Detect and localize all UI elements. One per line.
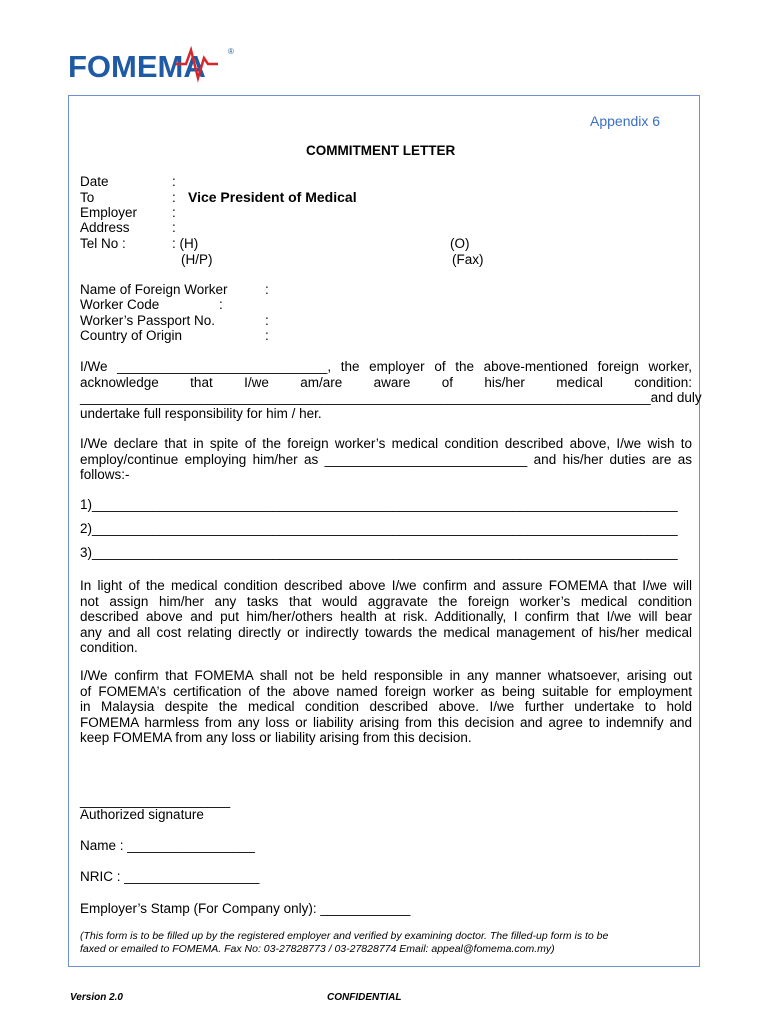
text-line: of FOMEMA’s certification of the above named foreign worker as being suitable for employment bbox=[80, 683, 692, 699]
employer-stamp-field: Employer’s Stamp (For Company only): ____________ bbox=[80, 901, 411, 916]
worker-name-colon: : bbox=[265, 282, 269, 297]
text-line: described above and put him/her/others health at risk. Additionally, I confirm that I/we will bear bbox=[80, 609, 692, 624]
tel-home: : (H) bbox=[172, 236, 199, 251]
passport-colon: : bbox=[265, 313, 269, 328]
tel-fax: (Fax) bbox=[452, 252, 484, 267]
nric-field: NRIC : __________________ bbox=[80, 869, 260, 884]
form-note-line-2: faxed or emailed to FOMEMA. Fax No: 03-27828773 / 03-27828774 Email: appeal@fomema.com.my) bbox=[80, 943, 555, 955]
passport-label: Worker’s Passport No. bbox=[80, 313, 216, 328]
assurance-paragraph bbox=[80, 578, 692, 656]
worker-name-label: Name of Foreign Worker bbox=[80, 282, 228, 297]
indemnity-paragraph bbox=[80, 668, 692, 746]
date-colon: : bbox=[172, 174, 176, 189]
signature-label: Authorized signature bbox=[80, 807, 204, 822]
text-line: I/We confirm that FOMEMA shall not be held responsible in any manner whatsoever, arising out bbox=[80, 668, 692, 683]
appendix-label: Appendix 6 bbox=[590, 113, 661, 129]
declaration-paragraph bbox=[80, 436, 692, 483]
confidential-label: CONFIDENTIAL bbox=[327, 992, 402, 1003]
fomema-logo bbox=[68, 44, 240, 88]
version-label: Version 2.0 bbox=[70, 992, 123, 1003]
name-field: Name : _________________ bbox=[80, 838, 255, 853]
duty-line-1: 1)______________________________________________________________________________ bbox=[80, 497, 678, 512]
tel-handphone: (H/P) bbox=[181, 252, 213, 267]
form-note-line-1: (This form is to be filled up by the registered employer and verified by examining doctor. The filled-up form is to be bbox=[80, 930, 609, 942]
text-line: acknowledge that I/we am/are aware of his/her medical condition: bbox=[80, 374, 692, 390]
acknowledgement-paragraph bbox=[80, 359, 702, 421]
to-value: Vice President of Medical bbox=[188, 189, 357, 205]
worker-code-colon: : bbox=[219, 297, 223, 312]
employer-label: Employer bbox=[80, 205, 138, 220]
tel-label: Tel No : bbox=[80, 236, 126, 251]
country-colon: : bbox=[265, 328, 269, 343]
text-line: in Malaysia despite the medical condition described above. I/we further undertake to hold bbox=[80, 699, 692, 714]
to-label: To bbox=[80, 190, 95, 205]
address-label: Address bbox=[80, 220, 130, 235]
text-line: undertake full responsibility for him / her. bbox=[80, 405, 322, 421]
text-line: condition. bbox=[80, 640, 138, 655]
text-line: In light of the medical condition described above I/we confirm and assure FOMEMA that I/we will bbox=[80, 578, 692, 593]
tel-office: (O) bbox=[450, 236, 470, 251]
to-colon: : bbox=[172, 190, 176, 205]
fomema-wordmark bbox=[68, 44, 240, 88]
text-line: employ/continue employing him/her as ___________________________ and his/her duties are as bbox=[80, 451, 692, 467]
text-line: follows:- bbox=[80, 467, 130, 482]
text-line: not assign him/her any tasks that would aggravate the foreign worker’s medical condition bbox=[80, 593, 692, 609]
text-line: any and all cost relating directly or indirectly towards the medical management of his/her medical bbox=[80, 624, 692, 640]
text-line: ____________________________________________________________________________and duly bbox=[80, 390, 702, 405]
logo-letters: FOMEMA bbox=[68, 49, 206, 84]
letter-title: COMMITMENT LETTER bbox=[306, 143, 456, 158]
signature-line: ____________________ bbox=[80, 793, 231, 808]
text-line: I/We declare that in spite of the foreign worker’s medical condition described above, I/we wish to bbox=[80, 436, 692, 451]
country-label: Country of Origin bbox=[80, 328, 183, 343]
text-line: I/We ____________________________, the employer of the above-mentioned foreign worker, bbox=[80, 359, 692, 374]
date-label: Date bbox=[80, 174, 109, 189]
address-colon: : bbox=[172, 220, 176, 235]
worker-code-label: Worker Code bbox=[80, 297, 160, 312]
registered-mark: ® bbox=[228, 47, 234, 56]
duty-line-3: 3)______________________________________________________________________________ bbox=[80, 545, 678, 560]
employer-colon: : bbox=[172, 205, 176, 220]
text-line: FOMEMA harmless from any loss or liability arising from this decision and agree to indemnify and bbox=[80, 714, 692, 730]
duty-line-2: 2)______________________________________________________________________________ bbox=[80, 521, 678, 536]
text-line: keep FOMEMA from any loss or liability arising from this decision. bbox=[80, 730, 472, 745]
